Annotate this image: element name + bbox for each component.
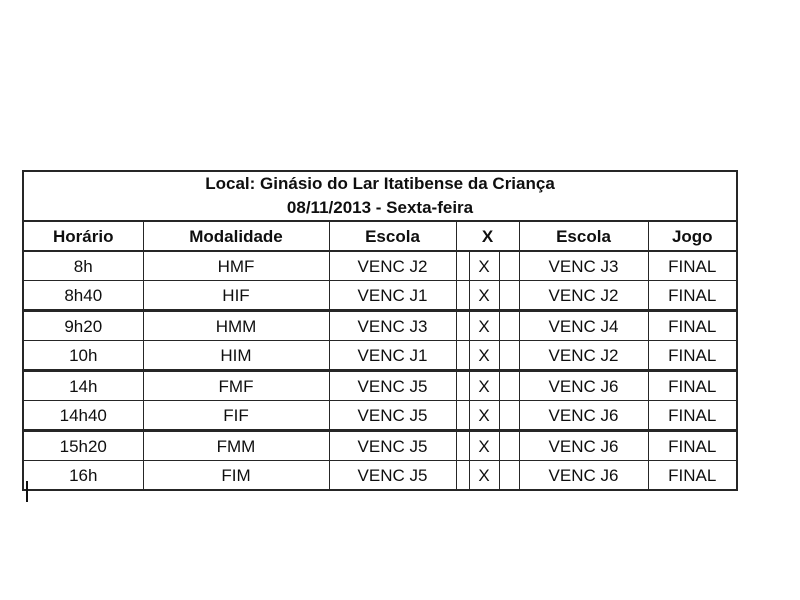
cell-spacer-left <box>456 401 469 431</box>
header-jogo: Jogo <box>648 221 737 251</box>
cell-modalidade: HIM <box>143 341 329 371</box>
cell-spacer-left <box>456 341 469 371</box>
cell-jogo: FINAL <box>648 431 737 461</box>
header-row <box>23 221 737 251</box>
cell-spacer-left <box>456 311 469 341</box>
title-row <box>23 171 737 221</box>
table-row <box>23 371 737 401</box>
cell-horario: 14h40 <box>23 401 143 431</box>
cell-jogo: FINAL <box>648 371 737 401</box>
cell-x: X <box>469 431 499 461</box>
cell-horario: 10h <box>23 341 143 371</box>
header-modalidade: Modalidade <box>143 221 329 251</box>
table-row <box>23 401 737 431</box>
cell-escola-left: VENC J5 <box>329 401 456 431</box>
cell-horario: 9h20 <box>23 311 143 341</box>
cell-horario: 8h <box>23 251 143 281</box>
cell-jogo: FINAL <box>648 401 737 431</box>
text-cursor <box>26 481 28 502</box>
header-x: X <box>456 221 519 251</box>
cell-spacer-left <box>456 251 469 281</box>
cell-spacer-left <box>456 371 469 401</box>
table-row <box>23 431 737 461</box>
cell-spacer-right <box>499 341 519 371</box>
cell-jogo: FINAL <box>648 461 737 491</box>
cell-spacer-right <box>499 461 519 491</box>
table-row <box>23 281 737 311</box>
cell-escola-right: VENC J3 <box>519 251 648 281</box>
cell-x: X <box>469 461 499 491</box>
cell-spacer-right <box>499 311 519 341</box>
cell-escola-left: VENC J5 <box>329 461 456 491</box>
cell-escola-right: VENC J4 <box>519 311 648 341</box>
cell-escola-right: VENC J2 <box>519 341 648 371</box>
table-title-cell <box>23 171 737 221</box>
table-row <box>23 341 737 371</box>
cell-spacer-right <box>499 401 519 431</box>
cell-escola-left: VENC J1 <box>329 281 456 311</box>
cell-horario: 14h <box>23 371 143 401</box>
cell-modalidade: FIM <box>143 461 329 491</box>
location-title: Local: Ginásio do Lar Itatibense da Criança <box>205 174 555 193</box>
cell-escola-left: VENC J3 <box>329 311 456 341</box>
cell-x: X <box>469 401 499 431</box>
cell-spacer-right <box>499 371 519 401</box>
cell-escola-left: VENC J2 <box>329 251 456 281</box>
cell-x: X <box>469 341 499 371</box>
cell-modalidade: FMF <box>143 371 329 401</box>
cell-escola-right: VENC J2 <box>519 281 648 311</box>
cell-horario: 8h40 <box>23 281 143 311</box>
cell-spacer-right <box>499 431 519 461</box>
cell-x: X <box>469 281 499 311</box>
cell-spacer-right <box>499 251 519 281</box>
cell-spacer-left <box>456 281 469 311</box>
cell-modalidade: FIF <box>143 401 329 431</box>
header-escola-left: Escola <box>329 221 456 251</box>
cell-escola-right: VENC J6 <box>519 371 648 401</box>
cell-horario: 16h <box>23 461 143 491</box>
date-title: 08/11/2013 - Sexta-feira <box>286 198 474 217</box>
cell-modalidade: HIF <box>143 281 329 311</box>
cell-modalidade: HMF <box>143 251 329 281</box>
cell-horario: 15h20 <box>23 431 143 461</box>
cell-jogo: FINAL <box>648 251 737 281</box>
cell-escola-right: VENC J6 <box>519 431 648 461</box>
cell-spacer-left <box>456 431 469 461</box>
header-escola-right: Escola <box>519 221 648 251</box>
table-row <box>23 311 737 341</box>
cell-escola-right: VENC J6 <box>519 401 648 431</box>
cell-escola-left: VENC J5 <box>329 371 456 401</box>
header-horario: Horário <box>23 221 143 251</box>
table-row <box>23 461 737 491</box>
cell-modalidade: HMM <box>143 311 329 341</box>
cell-jogo: FINAL <box>648 281 737 311</box>
cell-x: X <box>469 251 499 281</box>
cell-escola-left: VENC J1 <box>329 341 456 371</box>
cell-x: X <box>469 371 499 401</box>
cell-jogo: FINAL <box>648 341 737 371</box>
cell-x: X <box>469 311 499 341</box>
cell-spacer-right <box>499 281 519 311</box>
cell-escola-right: VENC J6 <box>519 461 648 491</box>
cell-spacer-left <box>456 461 469 491</box>
table-row <box>23 251 737 281</box>
schedule-table <box>22 170 738 491</box>
cell-escola-left: VENC J5 <box>329 431 456 461</box>
cell-modalidade: FMM <box>143 431 329 461</box>
cell-jogo: FINAL <box>648 311 737 341</box>
